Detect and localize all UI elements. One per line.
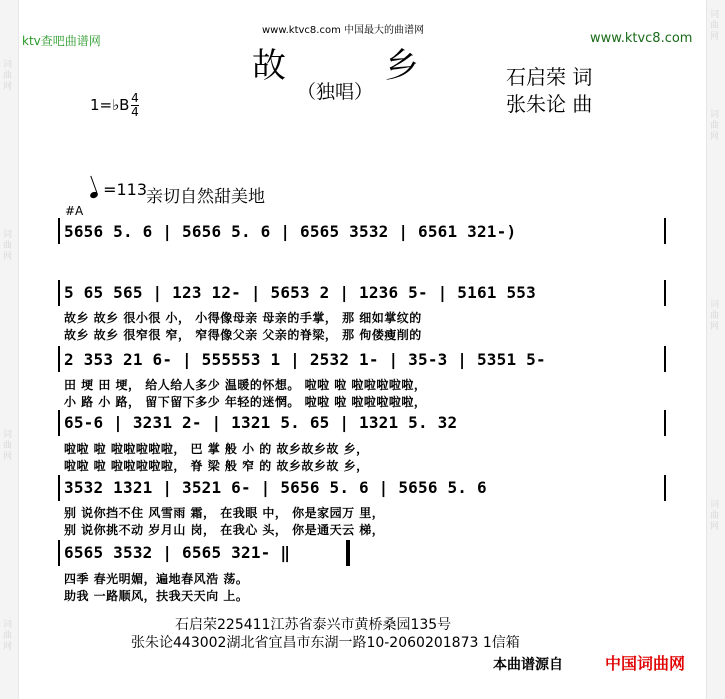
- lyrics-verse-1: 故乡 故乡 很小很 小， 小得像母亲 母亲的手掌， 那 细如掌纹的: [64, 311, 422, 325]
- watermark: 词曲网: [710, 10, 720, 42]
- time-signature: [131, 92, 139, 119]
- notation-line: 65-6 | 3231 2- | 1321 5. 65 | 1321 5. 32: [64, 413, 458, 432]
- lyrics-verse-2: 啦啦 啦 啦啦啦啦啦， 脊 梁 般 窄 的 故乡故乡故 乡，: [64, 459, 369, 473]
- notation-line: 5 65 565 | 123 12- | 5653 2 | 1236 5- | 5161 553: [64, 283, 536, 302]
- lyrics-verse-1: 四季 春光明媚，遍地春风浩 荡。: [64, 572, 249, 586]
- song-title: 故 乡: [252, 46, 463, 86]
- barline: [58, 346, 60, 372]
- composer-credit: 张朱论 曲: [506, 92, 593, 116]
- barline: [58, 218, 60, 244]
- key-mark: #A: [65, 204, 84, 218]
- barline: [664, 280, 666, 306]
- notation-line: 3532 1321 | 3521 6- | 5656 5. 6 | 5656 5. 6: [64, 478, 487, 497]
- barline: [664, 218, 666, 244]
- barline: [58, 475, 60, 501]
- site-link-left[interactable]: ktv查吧曲谱网: [22, 34, 101, 48]
- left-watermark-strip: [0, 0, 19, 699]
- site-link-right[interactable]: www.ktvc8.com: [590, 31, 693, 46]
- lyrics-verse-1: 别 说你挡不住 风雪雨 霜， 在我眼 中， 你是家园万 里，: [64, 506, 385, 520]
- tempo-value: =113: [103, 180, 148, 199]
- lyrics-verse-2: 别 说你挑不动 岁月山 岗， 在我心 头， 你是通天云 梯，: [64, 523, 385, 537]
- quarter-note-icon: [89, 191, 99, 199]
- notation-line: 2 353 21 6- | 555553 1 | 2532 1- | 35-3 | 5351 5-: [64, 350, 546, 369]
- barline: [664, 475, 666, 501]
- time-signature-top: 4: [131, 91, 139, 105]
- lyricist-credit: 石启荣 词: [506, 65, 593, 89]
- contact-lyricist: 石启荣225411江苏省泰兴市黄桥桑园135号: [175, 617, 452, 633]
- lyrics-verse-1: 啦啦 啦 啦啦啦啦啦， 巴 掌 般 小 的 故乡故乡故 乡，: [64, 442, 369, 456]
- song-subtitle: （独唱）: [297, 81, 374, 103]
- key-signature: 1=♭B: [90, 96, 130, 114]
- notation-line: 5656 5. 6 | 5656 5. 6 | 6565 3532 | 6561 321-): [64, 222, 517, 241]
- source-label: 本曲谱源自: [493, 657, 563, 673]
- right-watermark-strip: [706, 0, 725, 699]
- watermark: 词曲网: [710, 110, 720, 142]
- source-site-link[interactable]: 中国词曲网: [605, 654, 686, 673]
- barline: [58, 540, 60, 566]
- lyrics-verse-2: 故乡 故乡 很窄很 窄， 窄得像父亲 父亲的脊梁， 那 佝偻瘦削的: [64, 328, 422, 342]
- watermark: 词曲网: [710, 300, 720, 332]
- contact-composer: 张朱论443002湖北省宜昌市东湖一路10-2060201873 1信箱: [131, 635, 520, 651]
- lyrics-verse-2: 小 路 小 路， 留下留下多少 年轻的迷惘。 啦啦 啦 啦啦啦啦啦，: [64, 395, 427, 409]
- watermark: 词曲网: [3, 230, 13, 262]
- final-barline: [346, 540, 350, 566]
- barline: [664, 410, 666, 436]
- time-signature-bottom: 4: [131, 105, 139, 119]
- notation-line: 6565 3532 | 6565 321- ‖: [64, 543, 291, 562]
- barline: [58, 280, 60, 306]
- barline: [664, 346, 666, 372]
- lyrics-verse-2: 助我 一路顺风，扶我天天向 上。: [64, 589, 249, 603]
- watermark: 词曲网: [3, 620, 13, 652]
- site-banner-center: www.ktvc8.com 中国最大的曲谱网: [262, 25, 425, 36]
- tempo-marking: [90, 180, 147, 199]
- watermark: 词曲网: [3, 60, 13, 92]
- lyrics-verse-1: 田 埂 田 埂， 给人给人多少 温暖的怀想。 啦啦 啦 啦啦啦啦啦，: [64, 378, 427, 392]
- watermark: 词曲网: [710, 500, 720, 532]
- watermark: 词曲网: [3, 430, 13, 462]
- barline: [58, 410, 60, 436]
- expression-marking: 亲切自然甜美地: [146, 187, 265, 207]
